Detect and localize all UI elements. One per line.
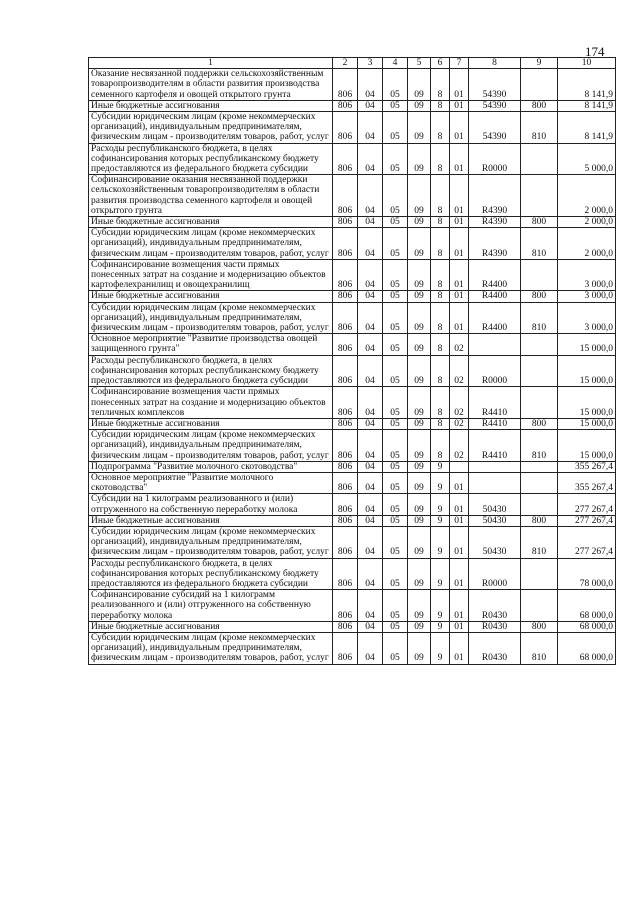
- code-expense-type: 810: [521, 430, 558, 462]
- code-expense-type: [521, 355, 558, 387]
- code-ministry: 806: [333, 387, 358, 419]
- code-direction: [469, 472, 521, 493]
- code-subprogram: 8: [431, 334, 450, 355]
- code-section: 04: [358, 355, 383, 387]
- row-amount: 2 000,0: [558, 217, 616, 228]
- col-header: 4: [383, 58, 408, 69]
- code-activity: 01: [450, 291, 469, 302]
- code-activity: 02: [450, 387, 469, 419]
- code-program: 09: [408, 217, 431, 228]
- col-header: 10: [558, 58, 616, 69]
- code-expense-type: [521, 387, 558, 419]
- code-activity: 01: [450, 228, 469, 260]
- col-header: 7: [450, 58, 469, 69]
- code-program: 09: [408, 302, 431, 334]
- code-section: 04: [358, 558, 383, 590]
- row-amount: 355 267,4: [558, 461, 616, 472]
- code-direction: R4390: [469, 175, 521, 217]
- row-description: Расходы республиканского бюджета, в целях софинансирования которых республиканскому бюджету предоставляются из федерального бюджета субсидии: [89, 355, 333, 387]
- code-direction: R4390: [469, 228, 521, 260]
- code-program: 09: [408, 430, 431, 462]
- code-expense-type: 800: [521, 621, 558, 632]
- code-ministry: 806: [333, 302, 358, 334]
- code-subsection: 05: [383, 228, 408, 260]
- code-program: 09: [408, 259, 431, 291]
- table-row: [89, 143, 616, 175]
- code-section: 04: [358, 632, 383, 664]
- code-section: 04: [358, 387, 383, 419]
- row-description: Субсидии на 1 килограмм реализованного и (или) отгруженного на собственную переработку молока: [89, 494, 333, 515]
- row-description: Субсидии юридическим лицам (кроме некоммерческих организаций), индивидуальным предпринимателям, физическим лицам - производителям товаров, работ, услуг: [89, 526, 333, 558]
- code-activity: 01: [450, 515, 469, 526]
- code-program: 09: [408, 334, 431, 355]
- code-program: 09: [408, 69, 431, 101]
- budget-table: [88, 57, 616, 665]
- table-row: [89, 558, 616, 590]
- row-amount: 15 000,0: [558, 355, 616, 387]
- table-row: [89, 175, 616, 217]
- table-row: [89, 590, 616, 622]
- code-program: 09: [408, 590, 431, 622]
- code-activity: 02: [450, 418, 469, 429]
- code-program: 09: [408, 143, 431, 175]
- table-row: [89, 259, 616, 291]
- code-ministry: 806: [333, 69, 358, 101]
- code-section: 04: [358, 430, 383, 462]
- code-activity: 01: [450, 217, 469, 228]
- code-ministry: 806: [333, 175, 358, 217]
- code-section: 04: [358, 143, 383, 175]
- code-subprogram: 9: [431, 472, 450, 493]
- code-direction: 54390: [469, 112, 521, 144]
- code-subprogram: 8: [431, 228, 450, 260]
- code-expense-type: 800: [521, 291, 558, 302]
- code-program: 09: [408, 621, 431, 632]
- code-ministry: 806: [333, 217, 358, 228]
- row-amount: 355 267,4: [558, 472, 616, 493]
- code-expense-type: 810: [521, 112, 558, 144]
- code-program: 09: [408, 526, 431, 558]
- code-subprogram: 8: [431, 387, 450, 419]
- code-subsection: 05: [383, 494, 408, 515]
- code-program: 09: [408, 494, 431, 515]
- row-description: Расходы республиканского бюджета, в целях софинансирования которых республиканскому бюджету предоставляются из федерального бюджета субсидии: [89, 143, 333, 175]
- code-subprogram: 9: [431, 461, 450, 472]
- row-description: Субсидии юридическим лицам (кроме некоммерческих организаций), индивидуальным предпринимателям, физическим лицам - производителям товаров, работ, услуг: [89, 228, 333, 260]
- code-expense-type: 810: [521, 526, 558, 558]
- row-amount: 15 000,0: [558, 334, 616, 355]
- code-subprogram: 9: [431, 494, 450, 515]
- code-activity: 01: [450, 526, 469, 558]
- col-header: 8: [469, 58, 521, 69]
- code-ministry: 806: [333, 515, 358, 526]
- code-section: 04: [358, 291, 383, 302]
- table-row: [89, 387, 616, 419]
- code-expense-type: [521, 461, 558, 472]
- code-subprogram: 9: [431, 621, 450, 632]
- code-program: 09: [408, 472, 431, 493]
- row-description: Софинансирование оказания несвязанной поддержки сельскохозяйственным товаропроизводителям в области развития производства семенного картофеля и овощей открытого грунта: [89, 175, 333, 217]
- code-subsection: 05: [383, 558, 408, 590]
- code-activity: 01: [450, 632, 469, 664]
- code-direction: [469, 334, 521, 355]
- code-section: 04: [358, 259, 383, 291]
- row-description: Софинансирование субсидий на 1 килограмм реализованного и (или) отгруженного на собственную переработку молока: [89, 590, 333, 622]
- code-section: 04: [358, 418, 383, 429]
- code-activity: 01: [450, 69, 469, 101]
- code-expense-type: 800: [521, 217, 558, 228]
- code-program: 09: [408, 418, 431, 429]
- code-subprogram: 8: [431, 291, 450, 302]
- row-description: Субсидии юридическим лицам (кроме некоммерческих организаций), индивидуальным предпринимателям, физическим лицам - производителям товаров, работ, услуг: [89, 112, 333, 144]
- row-amount: 68 000,0: [558, 590, 616, 622]
- col-header: 3: [358, 58, 383, 69]
- code-activity: 02: [450, 430, 469, 462]
- code-section: 04: [358, 228, 383, 260]
- code-direction: 54390: [469, 69, 521, 101]
- code-program: 09: [408, 515, 431, 526]
- code-subsection: 05: [383, 387, 408, 419]
- code-subsection: 05: [383, 302, 408, 334]
- row-amount: 2 000,0: [558, 228, 616, 260]
- row-amount: 8 141,9: [558, 100, 616, 111]
- code-section: 04: [358, 590, 383, 622]
- code-section: 04: [358, 515, 383, 526]
- code-ministry: 806: [333, 112, 358, 144]
- code-expense-type: 810: [521, 302, 558, 334]
- code-subsection: 05: [383, 143, 408, 175]
- row-amount: 277 267,4: [558, 494, 616, 515]
- code-direction: R0000: [469, 143, 521, 175]
- table-row: [89, 526, 616, 558]
- code-program: 09: [408, 558, 431, 590]
- code-ministry: 806: [333, 472, 358, 493]
- code-subprogram: 8: [431, 143, 450, 175]
- code-ministry: 806: [333, 590, 358, 622]
- code-subsection: 05: [383, 621, 408, 632]
- code-program: 09: [408, 632, 431, 664]
- code-direction: R0430: [469, 621, 521, 632]
- row-amount: 277 267,4: [558, 515, 616, 526]
- table-row: [89, 100, 616, 111]
- row-description: Субсидии юридическим лицам (кроме некоммерческих организаций), индивидуальным предпринимателям, физическим лицам - производителям товаров, работ, услуг: [89, 302, 333, 334]
- code-subprogram: 8: [431, 175, 450, 217]
- code-program: 09: [408, 100, 431, 111]
- code-section: 04: [358, 526, 383, 558]
- code-subprogram: 8: [431, 418, 450, 429]
- code-subprogram: 9: [431, 526, 450, 558]
- row-description: Иные бюджетные ассигнования: [89, 291, 333, 302]
- code-ministry: 806: [333, 259, 358, 291]
- code-expense-type: [521, 494, 558, 515]
- code-direction: 50430: [469, 494, 521, 515]
- code-expense-type: 810: [521, 228, 558, 260]
- code-subsection: 05: [383, 112, 408, 144]
- code-subsection: 05: [383, 515, 408, 526]
- code-direction: 50430: [469, 515, 521, 526]
- code-expense-type: [521, 558, 558, 590]
- code-activity: 01: [450, 621, 469, 632]
- table-row: [89, 430, 616, 462]
- code-activity: 01: [450, 112, 469, 144]
- col-header: 6: [431, 58, 450, 69]
- code-expense-type: [521, 175, 558, 217]
- code-direction: R4410: [469, 430, 521, 462]
- code-ministry: 806: [333, 526, 358, 558]
- row-description: Основное мероприятие "Развитие производства овощей защищенного грунта": [89, 334, 333, 355]
- code-activity: 01: [450, 100, 469, 111]
- code-section: 04: [358, 175, 383, 217]
- row-description: Софинансирование возмещения части прямых понесенных затрат на создание и модернизацию объектов картофелехранилищ и овощехранилищ: [89, 259, 333, 291]
- code-ministry: 806: [333, 418, 358, 429]
- code-ministry: 806: [333, 228, 358, 260]
- row-amount: 15 000,0: [558, 418, 616, 429]
- table-row: [89, 472, 616, 493]
- table-row: [89, 461, 616, 472]
- code-subprogram: 9: [431, 558, 450, 590]
- code-activity: 01: [450, 558, 469, 590]
- row-amount: 3 000,0: [558, 259, 616, 291]
- row-description: Субсидии юридическим лицам (кроме некоммерческих организаций), индивидуальным предпринимателям, физическим лицам - производителям товаров, работ, услуг: [89, 632, 333, 664]
- table-row: [89, 291, 616, 302]
- code-ministry: 806: [333, 621, 358, 632]
- code-subprogram: 8: [431, 100, 450, 111]
- code-subprogram: 9: [431, 515, 450, 526]
- row-amount: 8 141,9: [558, 112, 616, 144]
- code-activity: 01: [450, 143, 469, 175]
- row-description: Основное мероприятие "Развитие молочного скотоводства": [89, 472, 333, 493]
- row-description: Подпрограмма "Развитие молочного скотоводства": [89, 461, 333, 472]
- code-activity: 02: [450, 334, 469, 355]
- col-header: 5: [408, 58, 431, 69]
- header-row: [89, 58, 616, 69]
- code-section: 04: [358, 334, 383, 355]
- code-subsection: 05: [383, 430, 408, 462]
- code-subsection: 05: [383, 291, 408, 302]
- code-direction: R0430: [469, 632, 521, 664]
- table-row: [89, 217, 616, 228]
- row-description: Иные бюджетные ассигнования: [89, 418, 333, 429]
- code-program: 09: [408, 228, 431, 260]
- code-expense-type: 800: [521, 100, 558, 111]
- table-row: [89, 632, 616, 664]
- table-row: [89, 515, 616, 526]
- row-amount: 68 000,0: [558, 632, 616, 664]
- code-subprogram: 8: [431, 302, 450, 334]
- code-subsection: 05: [383, 418, 408, 429]
- row-amount: 2 000,0: [558, 175, 616, 217]
- row-amount: 15 000,0: [558, 430, 616, 462]
- table-row: [89, 418, 616, 429]
- row-amount: 78 000,0: [558, 558, 616, 590]
- row-description: Иные бюджетные ассигнования: [89, 621, 333, 632]
- code-program: 09: [408, 112, 431, 144]
- code-direction: R0430: [469, 590, 521, 622]
- code-activity: 01: [450, 472, 469, 493]
- code-ministry: 806: [333, 632, 358, 664]
- code-expense-type: [521, 143, 558, 175]
- code-subsection: 05: [383, 472, 408, 493]
- code-activity: [450, 461, 469, 472]
- code-expense-type: [521, 259, 558, 291]
- code-program: 09: [408, 387, 431, 419]
- code-activity: 01: [450, 590, 469, 622]
- code-subsection: 05: [383, 632, 408, 664]
- code-subsection: 05: [383, 100, 408, 111]
- row-description: Софинансирование возмещения части прямых понесенных затрат на создание и модернизацию объектов тепличных комплексов: [89, 387, 333, 419]
- table-row: [89, 112, 616, 144]
- code-subprogram: 9: [431, 632, 450, 664]
- code-direction: 50430: [469, 526, 521, 558]
- col-header: 1: [89, 58, 333, 69]
- code-direction: R4410: [469, 418, 521, 429]
- code-direction: [469, 461, 521, 472]
- code-direction: R4400: [469, 291, 521, 302]
- table-row: [89, 334, 616, 355]
- code-ministry: 806: [333, 494, 358, 515]
- code-section: 04: [358, 100, 383, 111]
- row-amount: 3 000,0: [558, 291, 616, 302]
- table-row: [89, 302, 616, 334]
- code-direction: R4390: [469, 217, 521, 228]
- code-subprogram: 8: [431, 217, 450, 228]
- row-description: Оказание несвязанной поддержки сельскохозяйственным товаропроизводителям в области развития производства семенного картофеля и овощей открытого грунта: [89, 69, 333, 101]
- table-body: [89, 69, 616, 664]
- code-program: 09: [408, 291, 431, 302]
- code-subprogram: 8: [431, 69, 450, 101]
- code-direction: 54390: [469, 100, 521, 111]
- code-ministry: 806: [333, 558, 358, 590]
- code-section: 04: [358, 69, 383, 101]
- code-subsection: 05: [383, 217, 408, 228]
- code-ministry: 806: [333, 430, 358, 462]
- code-activity: 01: [450, 302, 469, 334]
- code-expense-type: 800: [521, 515, 558, 526]
- table-row: [89, 355, 616, 387]
- code-subsection: 05: [383, 69, 408, 101]
- code-expense-type: [521, 334, 558, 355]
- code-activity: 01: [450, 259, 469, 291]
- code-expense-type: 800: [521, 418, 558, 429]
- table-row: [89, 494, 616, 515]
- code-ministry: 806: [333, 355, 358, 387]
- row-amount: 8 141,9: [558, 69, 616, 101]
- code-section: 04: [358, 112, 383, 144]
- table-row: [89, 69, 616, 101]
- code-program: 09: [408, 355, 431, 387]
- code-ministry: 806: [333, 143, 358, 175]
- code-subsection: 05: [383, 526, 408, 558]
- col-header: 2: [333, 58, 358, 69]
- code-subsection: 05: [383, 461, 408, 472]
- code-section: 04: [358, 494, 383, 515]
- code-ministry: 806: [333, 291, 358, 302]
- row-description: Расходы республиканского бюджета, в целях софинансирования которых республиканскому бюджету предоставляются из федерального бюджета субсидии: [89, 558, 333, 590]
- code-subprogram: 8: [431, 355, 450, 387]
- row-description: Иные бюджетные ассигнования: [89, 217, 333, 228]
- table-row: [89, 228, 616, 260]
- code-direction: R4400: [469, 259, 521, 291]
- code-direction: R0000: [469, 558, 521, 590]
- code-activity: 01: [450, 494, 469, 515]
- row-description: Иные бюджетные ассигнования: [89, 515, 333, 526]
- code-expense-type: [521, 590, 558, 622]
- code-section: 04: [358, 217, 383, 228]
- code-subprogram: 8: [431, 430, 450, 462]
- code-expense-type: [521, 472, 558, 493]
- col-header: 9: [521, 58, 558, 69]
- code-subsection: 05: [383, 334, 408, 355]
- code-direction: R4410: [469, 387, 521, 419]
- code-ministry: 806: [333, 461, 358, 472]
- code-ministry: 806: [333, 334, 358, 355]
- row-description: Субсидии юридическим лицам (кроме некоммерческих организаций), индивидуальным предпринимателям, физическим лицам - производителям товаров, работ, услуг: [89, 430, 333, 462]
- code-section: 04: [358, 621, 383, 632]
- code-subsection: 05: [383, 355, 408, 387]
- row-amount: 277 267,4: [558, 526, 616, 558]
- code-expense-type: 810: [521, 632, 558, 664]
- code-program: 09: [408, 461, 431, 472]
- code-ministry: 806: [333, 100, 358, 111]
- code-subsection: 05: [383, 590, 408, 622]
- row-description: Иные бюджетные ассигнования: [89, 100, 333, 111]
- code-subsection: 05: [383, 175, 408, 217]
- code-expense-type: [521, 69, 558, 101]
- row-amount: 68 000,0: [558, 621, 616, 632]
- code-activity: 01: [450, 175, 469, 217]
- code-subprogram: 9: [431, 590, 450, 622]
- code-program: 09: [408, 175, 431, 217]
- page-number: 174: [585, 44, 605, 59]
- code-section: 04: [358, 472, 383, 493]
- row-amount: 3 000,0: [558, 302, 616, 334]
- table-row: [89, 621, 616, 632]
- code-subsection: 05: [383, 259, 408, 291]
- code-section: 04: [358, 461, 383, 472]
- row-amount: 15 000,0: [558, 387, 616, 419]
- code-activity: 02: [450, 355, 469, 387]
- code-subprogram: 8: [431, 259, 450, 291]
- code-section: 04: [358, 302, 383, 334]
- code-direction: R4400: [469, 302, 521, 334]
- row-amount: 5 000,0: [558, 143, 616, 175]
- code-subprogram: 8: [431, 112, 450, 144]
- code-direction: R0000: [469, 355, 521, 387]
